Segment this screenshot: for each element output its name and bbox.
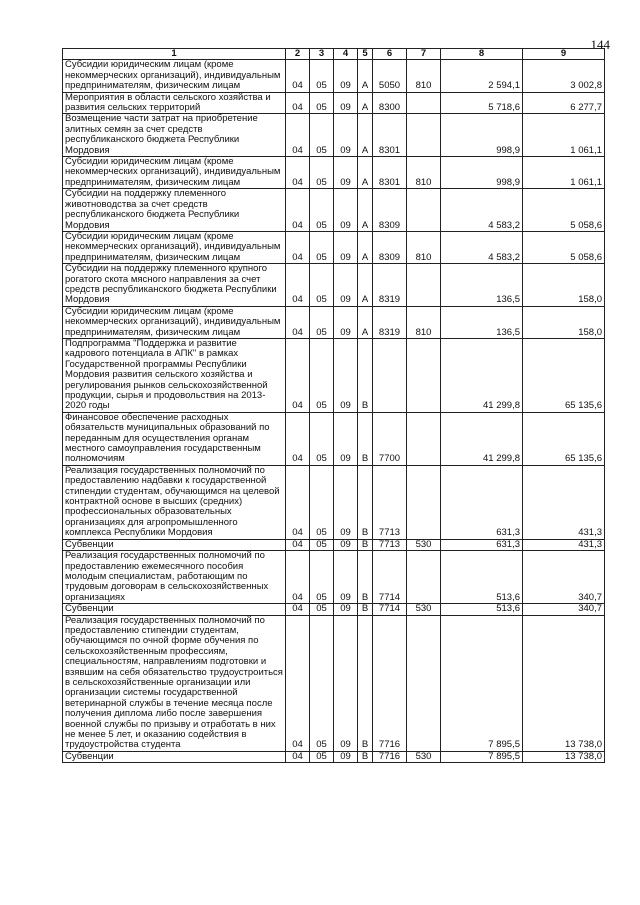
- row-code-3: 05: [310, 189, 334, 232]
- row-code-6: 7716: [373, 751, 407, 762]
- table-row: [63, 615, 605, 751]
- row-code-5: В: [358, 604, 373, 615]
- row-code-2: 04: [286, 539, 310, 550]
- row-amount-8: 631,3: [441, 539, 523, 550]
- row-code-7: 810: [407, 157, 441, 189]
- row-code-5: А: [358, 60, 373, 92]
- row-code-3: 05: [310, 539, 334, 550]
- row-code-2: 04: [286, 264, 310, 307]
- row-code-4: 09: [334, 306, 358, 338]
- row-name: Возмещение части затрат на приобретение элитных семян за счет средств республиканского бюджета Республики Мордовия: [63, 114, 286, 157]
- row-name: Субсидии на поддержку племенного крупного рогатого скота мясного направления за счет средств республиканского бюджета Республики Мордовия: [63, 264, 286, 307]
- table-row: [63, 189, 605, 232]
- row-code-2: 04: [286, 231, 310, 263]
- row-code-2: 04: [286, 751, 310, 762]
- row-amount-9: 1 061,1: [523, 157, 605, 189]
- table-row: [63, 751, 605, 762]
- row-amount-8: 2 594,1: [441, 60, 523, 92]
- row-amount-8: 4 583,2: [441, 231, 523, 263]
- row-amount-9: 1 061,1: [523, 114, 605, 157]
- row-code-5: В: [358, 412, 373, 465]
- row-code-7: [407, 264, 441, 307]
- row-code-2: 04: [286, 604, 310, 615]
- row-code-3: 05: [310, 412, 334, 465]
- row-code-5: В: [358, 539, 373, 550]
- col-header: 2: [286, 49, 310, 60]
- row-code-3: 05: [310, 114, 334, 157]
- table-row: [63, 92, 605, 114]
- row-name: Субсидии на поддержку племенного животноводства за счет средств республиканского бюджета Республики Мордовия: [63, 189, 286, 232]
- row-code-7: [407, 551, 441, 604]
- col-header: 6: [373, 49, 407, 60]
- row-code-7: [407, 92, 441, 114]
- table-row: [63, 264, 605, 307]
- row-amount-8: 136,5: [441, 306, 523, 338]
- row-code-5: В: [358, 338, 373, 412]
- row-code-4: 09: [334, 92, 358, 114]
- row-code-3: 05: [310, 157, 334, 189]
- row-code-4: 09: [334, 338, 358, 412]
- row-amount-9: 5 058,6: [523, 189, 605, 232]
- col-header: 7: [407, 49, 441, 60]
- row-amount-9: 431,3: [523, 539, 605, 550]
- row-code-6: 7700: [373, 412, 407, 465]
- row-amount-9: 65 135,6: [523, 338, 605, 412]
- row-code-2: 04: [286, 615, 310, 751]
- row-code-5: А: [358, 92, 373, 114]
- row-code-5: В: [358, 551, 373, 604]
- row-name: Субвенции: [63, 604, 286, 615]
- row-code-5: В: [358, 465, 373, 539]
- row-code-6: 8319: [373, 306, 407, 338]
- row-code-5: В: [358, 751, 373, 762]
- row-code-3: 05: [310, 264, 334, 307]
- row-code-6: 7714: [373, 551, 407, 604]
- row-code-7: 810: [407, 60, 441, 92]
- row-code-6: 8309: [373, 231, 407, 263]
- row-amount-9: 5 058,6: [523, 231, 605, 263]
- row-code-2: 04: [286, 114, 310, 157]
- row-code-3: 05: [310, 306, 334, 338]
- col-header: 1: [63, 49, 286, 60]
- row-code-5: В: [358, 615, 373, 751]
- row-code-5: А: [358, 264, 373, 307]
- col-header: 5: [358, 49, 373, 60]
- row-name: Финансовое обеспечение расходных обязательств муниципальных образований по переданным для осуществления органам местного самоуправления государственным полномочиям: [63, 412, 286, 465]
- row-code-3: 05: [310, 231, 334, 263]
- table-row: [63, 157, 605, 189]
- row-amount-9: 6 277,7: [523, 92, 605, 114]
- col-header: 9: [523, 49, 605, 60]
- row-code-4: 09: [334, 539, 358, 550]
- row-code-4: 09: [334, 551, 358, 604]
- table-row: [63, 231, 605, 263]
- row-code-2: 04: [286, 92, 310, 114]
- row-code-2: 04: [286, 157, 310, 189]
- col-header: 8: [441, 49, 523, 60]
- row-code-4: 09: [334, 604, 358, 615]
- row-name: Подпрограмма "Поддержка и развитие кадрового потенциала в АПК" в рамках Государственной программы Республики Мордовия развития сельского хозяйства и регулирования рынков сельскохозяйственной продукции, сырья и продовольствия на 2013-2020 годы: [63, 338, 286, 412]
- row-code-3: 05: [310, 92, 334, 114]
- row-name: Субсидии юридическим лицам (кроме некоммерческих организаций), индивидуальным предпринимателям, физическим лицам: [63, 157, 286, 189]
- row-code-7: 810: [407, 306, 441, 338]
- row-code-4: 09: [334, 114, 358, 157]
- row-amount-9: 431,3: [523, 465, 605, 539]
- row-code-2: 04: [286, 551, 310, 604]
- row-amount-8: 998,9: [441, 114, 523, 157]
- row-code-3: 05: [310, 551, 334, 604]
- row-code-3: 05: [310, 465, 334, 539]
- row-code-7: 530: [407, 604, 441, 615]
- table-row: [63, 465, 605, 539]
- row-code-7: [407, 615, 441, 751]
- row-code-6: 7713: [373, 539, 407, 550]
- header-row: [63, 49, 605, 60]
- row-amount-9: 65 135,6: [523, 412, 605, 465]
- row-code-3: 05: [310, 615, 334, 751]
- row-code-4: 09: [334, 157, 358, 189]
- row-code-4: 09: [334, 751, 358, 762]
- row-code-3: 05: [310, 60, 334, 92]
- row-code-7: 530: [407, 751, 441, 762]
- row-amount-8: 998,9: [441, 157, 523, 189]
- row-code-5: А: [358, 157, 373, 189]
- row-code-6: 7713: [373, 465, 407, 539]
- row-code-7: 530: [407, 539, 441, 550]
- table-row: [63, 551, 605, 604]
- row-name: Реализация государственных полномочий по предоставлению надбавки к государственной стипендии студентам, обучающимся на целевой контрактной основе в высших (средних) профессиональных образовательных организациях для агропромышленного комплекса Республики Мордовия: [63, 465, 286, 539]
- row-code-4: 09: [334, 412, 358, 465]
- row-name: Реализация государственных полномочий по предоставлению стипендии студентам, обучающимся по очной форме обучения по сельскохозяйственным профессиям, специальностям, направлениям подготовки и взявшим на себя обязательство трудоустроиться в сельскохозяйственные организации или организации системы государственной ветеринарной службы в течение месяца после получения диплома либо после завершения военной службы по призыву и отработать в них не менее 5 лет, и оказанию содействия в трудоустройства студента: [63, 615, 286, 751]
- row-name: Субвенции: [63, 539, 286, 550]
- row-code-6: 8309: [373, 189, 407, 232]
- row-code-7: [407, 338, 441, 412]
- table-row: [63, 539, 605, 550]
- row-amount-9: 13 738,0: [523, 615, 605, 751]
- row-amount-8: 631,3: [441, 465, 523, 539]
- row-code-2: 04: [286, 60, 310, 92]
- row-amount-8: 4 583,2: [441, 189, 523, 232]
- row-code-4: 09: [334, 615, 358, 751]
- page-number: 144: [590, 37, 610, 52]
- row-code-2: 04: [286, 465, 310, 539]
- row-amount-8: 513,6: [441, 551, 523, 604]
- row-code-3: 05: [310, 338, 334, 412]
- row-code-3: 05: [310, 751, 334, 762]
- table-row: [63, 604, 605, 615]
- row-code-7: [407, 114, 441, 157]
- row-amount-8: 41 299,8: [441, 412, 523, 465]
- row-code-5: А: [358, 114, 373, 157]
- row-code-6: 8301: [373, 157, 407, 189]
- row-amount-9: 13 738,0: [523, 751, 605, 762]
- row-code-6: 8319: [373, 264, 407, 307]
- row-code-6: 8300: [373, 92, 407, 114]
- row-code-4: 09: [334, 231, 358, 263]
- row-code-7: [407, 412, 441, 465]
- row-name: Реализация государственных полномочий по предоставлению ежемесячного пособия молодым специалистам, работающим по трудовым договорам в сельскохозяйственных организациях: [63, 551, 286, 604]
- row-amount-9: 340,7: [523, 551, 605, 604]
- row-code-6: 5050: [373, 60, 407, 92]
- row-code-5: А: [358, 189, 373, 232]
- row-amount-9: 340,7: [523, 604, 605, 615]
- col-header: 3: [310, 49, 334, 60]
- row-code-6: [373, 338, 407, 412]
- row-amount-8: 5 718,6: [441, 92, 523, 114]
- row-code-2: 04: [286, 338, 310, 412]
- row-name: Субсидии юридическим лицам (кроме некоммерческих организаций), индивидуальным предпринимателям, физическим лицам: [63, 231, 286, 263]
- row-code-2: 04: [286, 306, 310, 338]
- row-code-2: 04: [286, 412, 310, 465]
- table-row: [63, 338, 605, 412]
- col-header: 4: [334, 49, 358, 60]
- table-row: [63, 306, 605, 338]
- table-row: [63, 114, 605, 157]
- row-name: Мероприятия в области сельского хозяйства и развития сельских территорий: [63, 92, 286, 114]
- row-amount-8: 7 895,5: [441, 751, 523, 762]
- row-amount-8: 136,5: [441, 264, 523, 307]
- table-row: [63, 60, 605, 92]
- row-code-2: 04: [286, 189, 310, 232]
- row-code-6: 7714: [373, 604, 407, 615]
- row-code-7: 810: [407, 231, 441, 263]
- row-code-7: [407, 189, 441, 232]
- row-name: Субсидии юридическим лицам (кроме некоммерческих организаций), индивидуальным предпринимателям, физическим лицам: [63, 306, 286, 338]
- row-name: Субвенции: [63, 751, 286, 762]
- row-code-6: 7716: [373, 615, 407, 751]
- row-amount-8: 41 299,8: [441, 338, 523, 412]
- row-code-4: 09: [334, 60, 358, 92]
- row-code-3: 05: [310, 604, 334, 615]
- row-amount-9: 158,0: [523, 306, 605, 338]
- row-name: Субсидии юридическим лицам (кроме некоммерческих организаций), индивидуальным предпринимателям, физическим лицам: [63, 60, 286, 92]
- row-amount-9: 158,0: [523, 264, 605, 307]
- row-code-4: 09: [334, 465, 358, 539]
- row-code-5: А: [358, 231, 373, 263]
- row-code-4: 09: [334, 189, 358, 232]
- budget-table: [62, 48, 605, 763]
- row-amount-8: 7 895,5: [441, 615, 523, 751]
- table-row: [63, 412, 605, 465]
- row-code-5: А: [358, 306, 373, 338]
- row-code-6: 8301: [373, 114, 407, 157]
- row-amount-8: 513,6: [441, 604, 523, 615]
- row-code-7: [407, 465, 441, 539]
- row-amount-9: 3 002,8: [523, 60, 605, 92]
- row-code-4: 09: [334, 264, 358, 307]
